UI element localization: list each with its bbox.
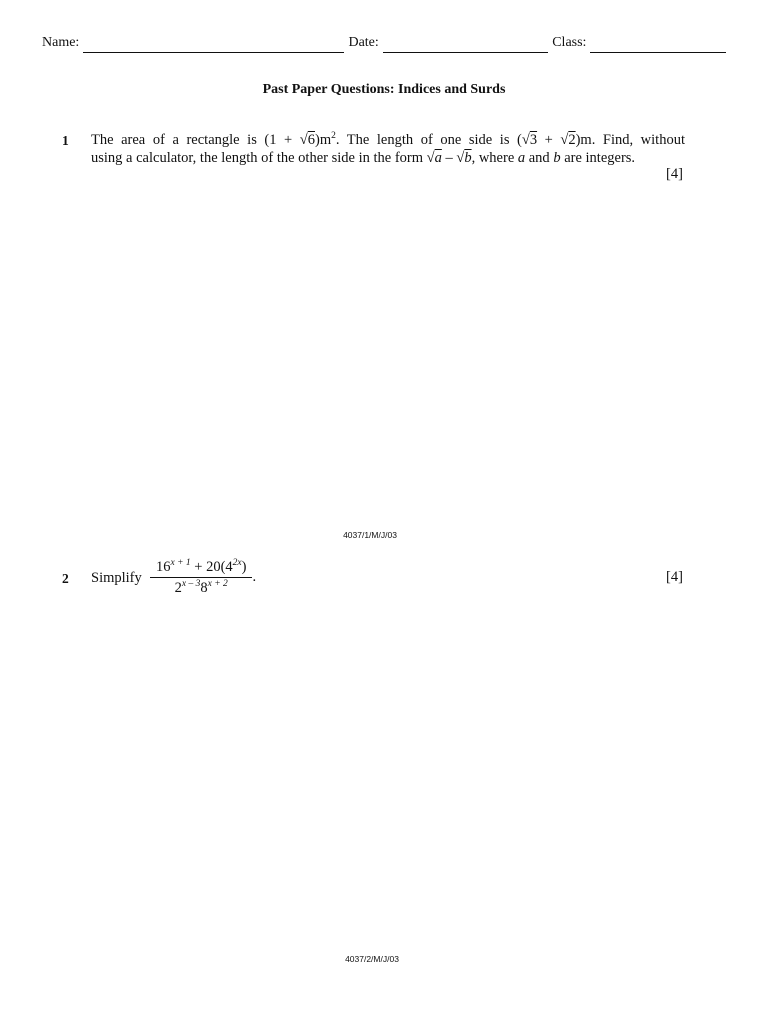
question-1-line-2 (91, 149, 685, 167)
question-2-lead: Simplify (91, 570, 142, 586)
q1-text-segment: )m. Find, without (575, 132, 685, 148)
q1-text-segment: )m (315, 132, 332, 148)
q1-variable: a (517, 150, 526, 166)
q1-superscript: 2 (331, 131, 336, 141)
fraction-denominator (150, 578, 252, 597)
q1-variable: b (553, 150, 561, 166)
question-2-marks: [4] (666, 569, 683, 585)
name-label: Name: (42, 35, 80, 50)
q1-radicand: 2 (568, 132, 576, 148)
q2-term: ) (241, 559, 247, 575)
q1-text-segment: + √ (537, 132, 569, 148)
question-1-text (91, 131, 685, 167)
q2-term: + 20(4 (190, 559, 233, 575)
q1-radicand: 3 (529, 132, 538, 148)
q2-exponent: x – 3 (181, 579, 201, 589)
date-field-line[interactable] (383, 40, 548, 53)
q1-text-segment: using a calculator, the length of the other side in the form √ (91, 150, 435, 166)
date-label: Date: (348, 35, 379, 50)
q1-variable: a (434, 150, 442, 166)
page-1-footer: 4037/1/M/J/03 (343, 530, 397, 540)
class-field-line[interactable] (590, 40, 726, 53)
question-1-marks: [4] (666, 166, 683, 182)
question-2-fraction (150, 558, 252, 597)
page-title: Past Paper Questions: Indices and Surds (262, 82, 506, 97)
q1-text-segment: , where (471, 150, 518, 166)
q2-trailing-period: . (252, 568, 257, 585)
question-1-number: 1 (62, 133, 69, 148)
page-2-footer: 4037/2/M/J/03 (345, 954, 399, 964)
q1-text-segment: – √ (441, 150, 465, 166)
q2-term: 8 (200, 580, 208, 596)
q2-exponent: 2x (232, 558, 242, 568)
q2-exponent: x + 2 (207, 579, 228, 589)
q1-text-segment: are integers. (560, 150, 636, 166)
class-label: Class: (552, 35, 587, 50)
q2-exponent: x + 1 (170, 558, 191, 568)
name-field-line[interactable] (83, 40, 344, 53)
question-2-expression (150, 558, 256, 597)
question-2-number: 2 (62, 571, 69, 586)
q1-radicand: 6 (307, 132, 315, 148)
student-header (42, 33, 730, 53)
q1-variable: b (464, 150, 472, 166)
fraction-numerator (150, 558, 252, 578)
q1-text-segment: The area of a rectangle is (1 + √ (91, 132, 308, 148)
q2-term: 16 (156, 559, 171, 575)
q2-term: 2 (174, 580, 182, 596)
question-1-line-1 (91, 131, 685, 149)
q1-text-segment: and (525, 150, 554, 166)
q1-text-segment: . The length of one side is (√ (335, 132, 530, 148)
